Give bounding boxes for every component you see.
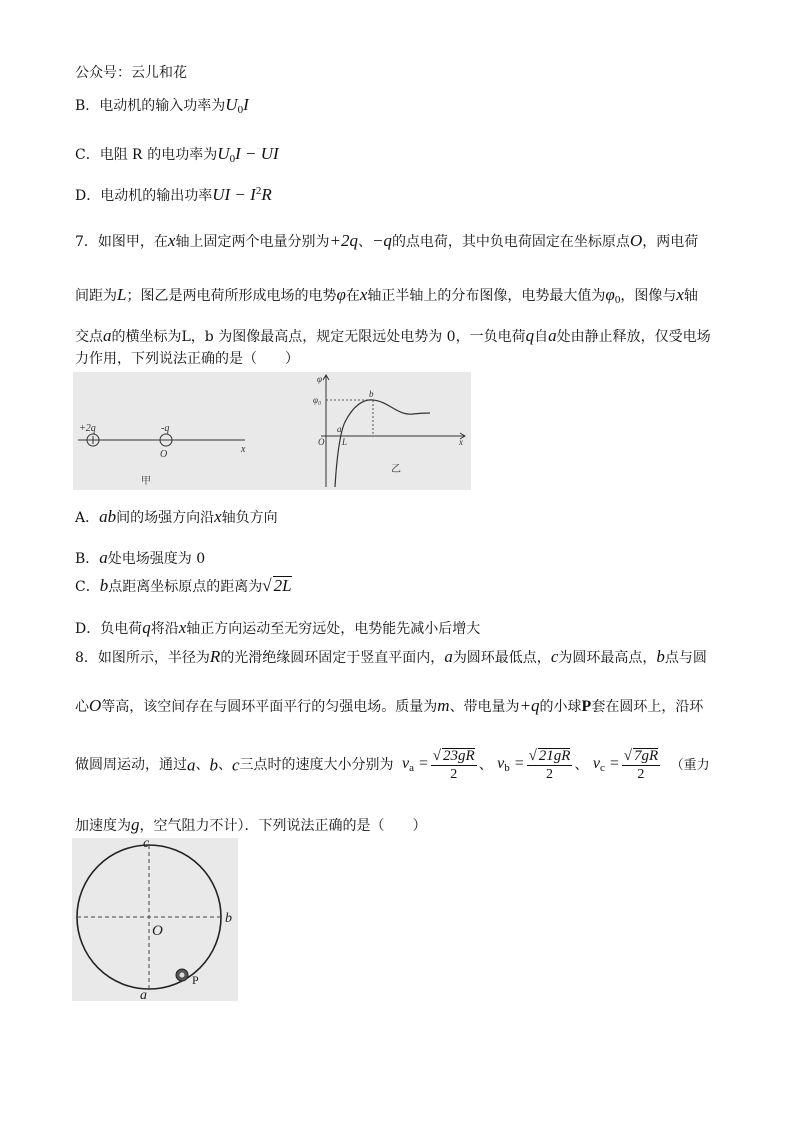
label-origin-jia: O [160, 449, 168, 460]
label-a: a [140, 988, 147, 1001]
caption-yi: 乙 [391, 464, 401, 475]
formula-u0i: $U_0I$ [225, 95, 249, 116]
source-header: 公众号：云儿和花 [75, 65, 187, 81]
svg-text:a: a [337, 424, 342, 434]
label-plus2q: +2q [79, 423, 96, 434]
q7-line-2: 间距为L；图乙是两电荷所形成电场的电势φ在x轴正半轴上的分布图像，电势最大值为$\varphi_0$，图像与x轴 [75, 285, 698, 306]
q7-line-4: 力作用，下列说法正确的是（ ） [75, 351, 299, 367]
svg-text:O: O [318, 437, 325, 447]
q7-option-a: A．ab间的场强方向沿x轴负方向 [75, 507, 278, 526]
q7-option-d: D．负电荷q将沿x轴正方向运动至无穷远处，电势能先减小后增大 [75, 618, 481, 637]
q7-figure-svg [73, 372, 471, 490]
option-b-prev: B．电动机的输入功率为$U_0I$ [75, 95, 249, 116]
label-b: b [225, 911, 232, 926]
label-p: P [192, 973, 199, 987]
vb-symbol: $v_b$ = [497, 755, 525, 774]
q7-line-3: 交点a的横坐标为L，b 为图像最高点，规定无限远处电势为 0，一负电荷q自a处由静止释放，仅受电场 [75, 326, 711, 345]
svg-text:φ: φ [317, 374, 322, 384]
label-minus-q: -q [161, 423, 170, 434]
figure-jia [78, 423, 246, 487]
potential-curve [335, 400, 430, 487]
formula-ui-minus-i2r: UI − $I^2R$ [212, 185, 272, 204]
q8-line-4: 加速度为g，空气阻力不计）．下列说法正确的是（ ） [75, 815, 427, 834]
va-fraction: $\frac{√ 23gR}{2}$ [432, 748, 475, 782]
option-d-prev: D．电动机的输出功率UI − $I^2R$ [75, 185, 272, 204]
q8-line-3: 做圆周运动，通过a、b、c三点时的速度大小分别为 $v_a$ = $\frac{√ 23gR}{2}$ 、 $v_b$ = $\frac{√ 21gR}{2}$ 、 $v_c$ = $\frac{√ 7gR}{2}$ （重力 [75, 748, 710, 782]
vc-symbol: $v_c$ = [592, 755, 620, 774]
svg-text:φ₀: φ₀ [313, 395, 322, 405]
q7-option-c: C．b点距离坐标原点的距离为√ 2L [75, 576, 292, 595]
caption-jia: 甲 [141, 476, 151, 487]
svg-text:b: b [369, 389, 374, 399]
q8-line-1: 8．如图所示，半径为R的光滑绝缘圆环固定于竖直平面内，a为圆环最低点，c为圆环最高点，b点与圆 [75, 647, 707, 666]
vb-fraction: $\frac{√ 21gR}{2}$ [528, 748, 571, 782]
figure-yi [313, 374, 465, 487]
q7-option-b: B．a处电场强度为 0 [75, 548, 206, 567]
q7-line-1: 7．如图甲，在x轴上固定两个电量分别为+2q、−q的点电荷，其中负电荷固定在坐标原点O，两电荷 [75, 231, 699, 250]
option-c-prev: C．电阻 R 的电功率为$U_0I$ − UI [75, 144, 279, 165]
formula-u0i-minus-ui: $U_0I$ − UI [217, 144, 279, 165]
label-x-jia: x [241, 444, 246, 455]
vc-fraction: $\frac{√ 7gR}{2}$ [623, 748, 659, 782]
q8-line-2: 心O等高，该空间存在与圆环平面平行的匀强电场。质量为m、带电量为+q的小球P套在圆环上，沿环 [75, 696, 704, 715]
q8-figure [72, 838, 238, 1001]
q8-figure-svg [72, 838, 238, 1001]
label-c: c [143, 838, 150, 851]
q7-figure [73, 372, 471, 490]
label-o: O [152, 923, 163, 939]
va-symbol: $v_a$ = [402, 755, 429, 774]
svg-text:x: x [459, 437, 463, 447]
svg-text:L: L [342, 437, 348, 447]
